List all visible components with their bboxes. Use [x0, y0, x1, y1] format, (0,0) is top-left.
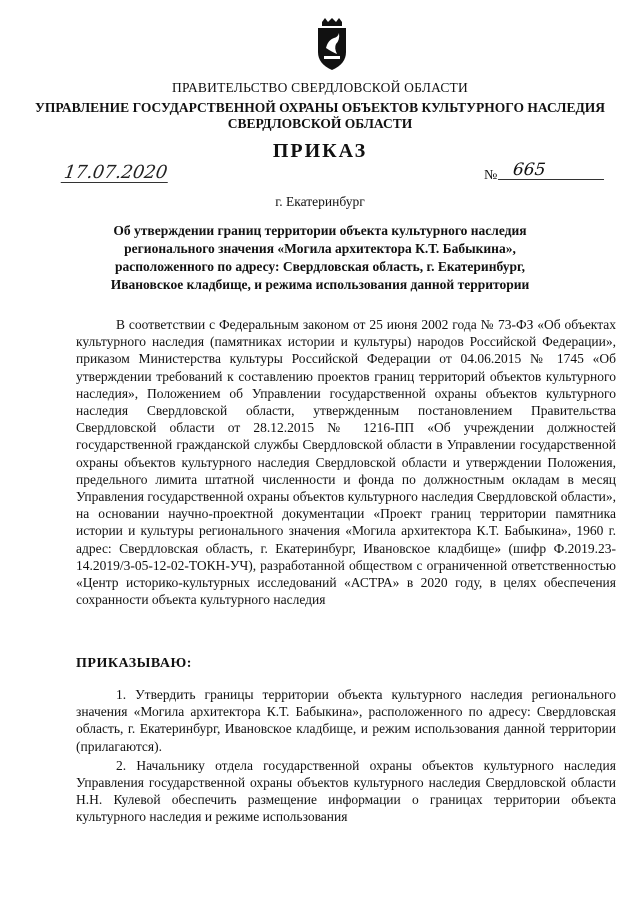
- subject-line-1: Об утверждении границ территории объекта культурного наследия: [113, 223, 527, 238]
- subject-line-4: Ивановское кладбище, и режима использования данной территории: [110, 277, 530, 292]
- document-type: ПРИКАЗ: [272, 140, 368, 162]
- order-items: [76, 686, 616, 826]
- subject-line-2: регионального значения «Могила архитектора К.Т. Бабыкина»,: [124, 241, 516, 256]
- department-line-1: УПРАВЛЕНИЕ ГОСУДАРСТВЕННОЙ ОХРАНЫ ОБЪЕКТОВ КУЛЬТУРНОГО НАСЛЕДИЯ: [34, 100, 606, 115]
- coat-of-arms-icon: [312, 18, 352, 72]
- preamble-paragraph: В соответствии с Федеральным законом от 25 июня 2002 года № 73-ФЗ «Об объектах культурного наследия (памятниках истории и культуры) народов Российской Федерации», приказом Министерства культуры Российской Федерации от 04.06.2015 № 1745 «Об утверждении требований к составлению проектов границ территорий объектов культурного наследия», Положением об Управлении государственной охраны объектов культурного наследия Свердловской области, утвержденным постановлением Правительства Свердловской области от 28.12.2015 № 1216-ПП «Об учреждении должностей государственной гражданской службы Свердловской области в Управлении государственной охраны объектов культурного наследия Свердловской области и утверждении Положения, предельного лимита штатной численности и фонда по должностным окладам в месяц Управления государственной охраны объектов культурного наследия Свердловской области», на основании научно-проектной документации «Проект границ территории памятника истории и культуры регионального значения «Могила архитектора К.Т. Бабыкина», 1960 г. адрес: Свердловская область, г. Екатеринбург, Ивановское кладбище» (шифр Ф.2019.23-14.2019/3-05-12-02-ТОКН-УЧ), разработанной обществом с ограниченной ответственностью «Центр историко-культурных исследований «АСТРА» в 2020 году, в целях обеспечения сохранности объекта культурного наследия: [76, 317, 616, 608]
- order-subject: [0, 222, 640, 294]
- department-line-2: СВЕРДЛОВСКОЙ ОБЛАСТИ: [227, 116, 413, 131]
- order-date: 17.07.2020: [62, 162, 169, 183]
- number-label: №: [484, 168, 498, 183]
- subject-line-3: расположенного по адресу: Свердловская область, г. Екатеринбург,: [115, 259, 525, 274]
- order-label: ПРИКАЗЫВАЮ:: [76, 656, 192, 671]
- order-item-1: 1. Утвердить границы территории объекта культурного наследия регионального значения «Могила архитектора К.Т. Бабыкина», расположенного по адресу: Свердловская область, г. Екатеринбург, Ивановское кладбище, и режим использования данной территории (прилагаются).: [76, 687, 616, 754]
- order-number: 665: [498, 160, 606, 180]
- department-name: [0, 100, 640, 132]
- city: г. Екатеринбург: [275, 194, 365, 209]
- order-item-2: 2. Начальнику отдела государственной охраны объектов культурного наследия Управления государственной охраны объектов культурного наследия Свердловской области Н.Н. Кулевой обеспечить размещение информации о границах территории объекта культурного наследия и режиме использования: [76, 757, 616, 825]
- government-name: ПРАВИТЕЛЬСТВО СВЕРДЛОВСКОЙ ОБЛАСТИ: [172, 80, 468, 95]
